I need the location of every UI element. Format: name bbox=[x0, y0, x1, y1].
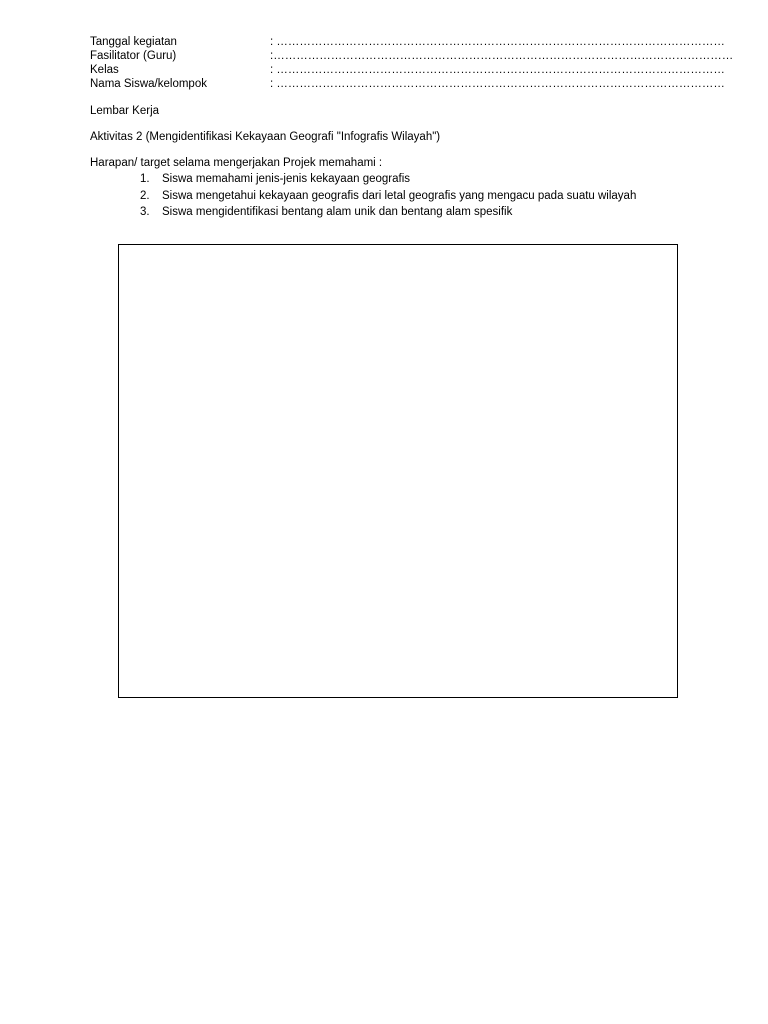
objectives-list bbox=[140, 172, 636, 222]
objective-item bbox=[140, 205, 636, 222]
worksheet-title: Lembar Kerja bbox=[90, 105, 160, 117]
field-student-name-label: Nama Siswa/kelompok bbox=[90, 78, 207, 90]
field-student-name bbox=[90, 77, 725, 91]
objective-item bbox=[140, 172, 636, 189]
field-class bbox=[90, 63, 725, 77]
objective-text: Siswa mengidentifikasi bentang alam unik dan bentang alam spesifik bbox=[162, 206, 513, 218]
objective-text: Siswa memahami jenis-jenis kekayaan geografis bbox=[162, 173, 411, 185]
field-facilitator-value: :………………………………………………………………………………………………………… bbox=[270, 50, 734, 62]
objective-number: 3. bbox=[140, 206, 150, 218]
header-fields bbox=[90, 35, 734, 91]
field-student-name-value: : ……………………………………………………………………………………………………… bbox=[270, 78, 725, 90]
objective-number: 2. bbox=[140, 189, 150, 202]
infographic-answer-box[interactable] bbox=[118, 244, 678, 698]
field-class-label: Kelas bbox=[90, 64, 119, 76]
field-date bbox=[90, 35, 725, 49]
objective-item bbox=[140, 189, 636, 206]
objective-number: 1. bbox=[140, 173, 150, 185]
field-date-label: Tanggal kegiatan bbox=[90, 36, 177, 48]
field-date-value: : ……………………………………………………………………………………………………… bbox=[270, 36, 725, 48]
field-class-value: : ……………………………………………………………………………………………………… bbox=[270, 64, 725, 76]
field-facilitator bbox=[90, 49, 734, 63]
field-facilitator-label: Fasilitator (Guru) bbox=[90, 50, 177, 62]
objective-text: Siswa mengetahui kekayaan geografis dari letal geografis yang mengacu pada suatu wilayah bbox=[162, 189, 637, 202]
objectives-intro: Harapan/ target selama mengerjakan Projek memahami : bbox=[90, 157, 383, 169]
activity-title: Aktivitas 2 (Mengidentifikasi Kekayaan Geografi "Infografis Wilayah") bbox=[90, 131, 441, 143]
